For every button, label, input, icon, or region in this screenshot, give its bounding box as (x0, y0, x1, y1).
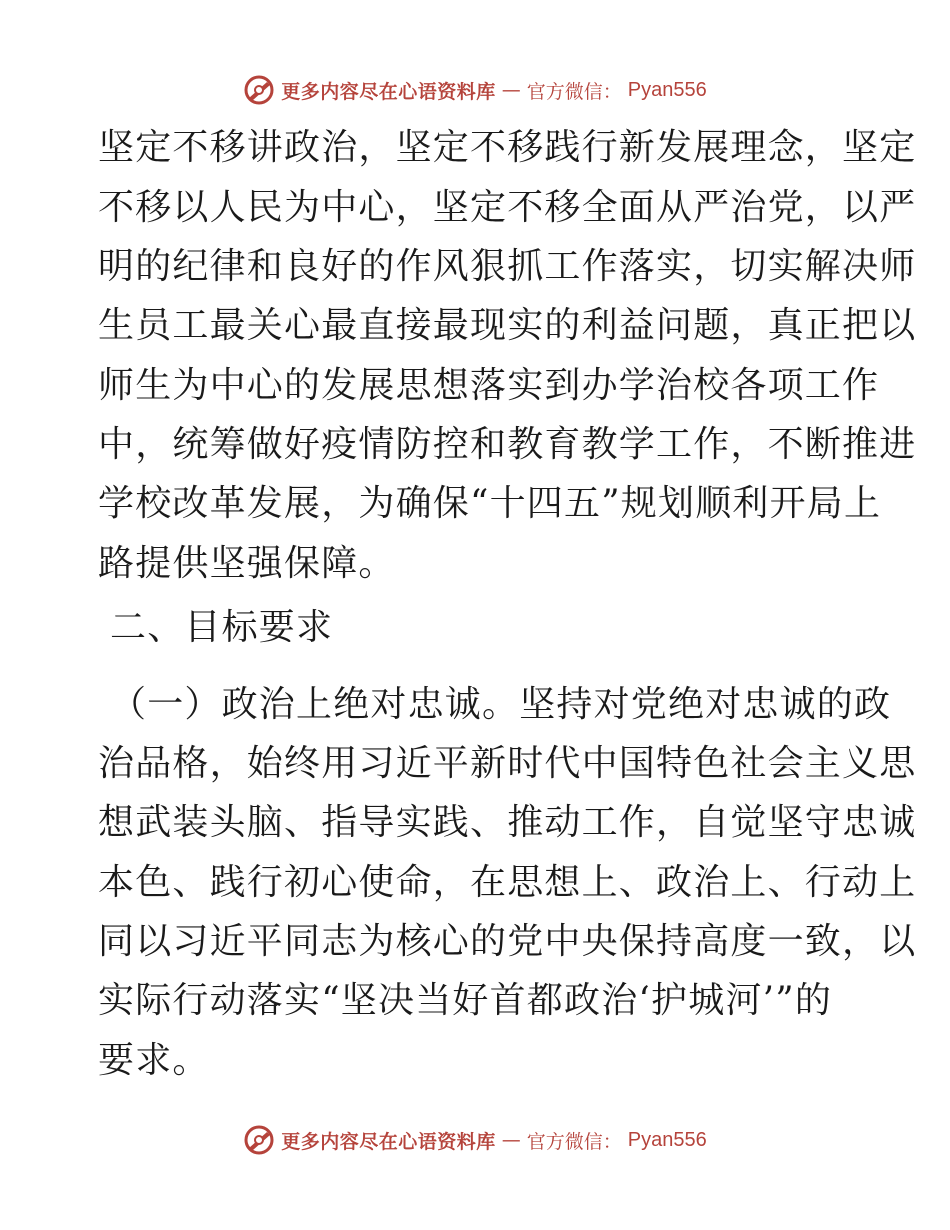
watermark-separator: — (501, 1129, 521, 1151)
watermark-text: 更多内容尽在心语资料库 (281, 80, 496, 103)
watermark-id: Pyan556 (627, 78, 707, 101)
watermark-text: 更多内容尽在心语资料库 (281, 1130, 496, 1153)
paragraph-line: 路提供坚强保障。 (98, 543, 396, 584)
watermark-id: Pyan556 (627, 1128, 707, 1151)
paragraph-line: 师生为中心的发展思想落实到办学治校各项工作 (98, 365, 880, 406)
paragraph-line: 不移以人民为中心，坚定不移全面从严治党，以严 (98, 187, 917, 228)
paragraph-line: （一）政治上绝对忠诚。坚持对党绝对忠诚的政 (110, 684, 892, 725)
watermark-header (0, 70, 950, 110)
watermark-footer (0, 1120, 950, 1160)
watermark-label: 官方微信： (526, 1130, 622, 1153)
logo-icon (243, 74, 275, 106)
watermark-label: 官方微信： (526, 80, 622, 103)
paragraph-line: 本色、践行初心使命，在思想上、政治上、行动上 (98, 862, 917, 903)
section-heading: 二、目标要求 (110, 607, 334, 648)
paragraph-line: 学校改革发展，为确保“十四五”规划顺利开局上 (98, 483, 882, 524)
paragraph-line: 想武装头脑、指导实践、推动工作，自觉坚守忠诚 (98, 802, 917, 843)
paragraph-line: 生员工最关心最直接最现实的利益问题，真正把以 (98, 305, 917, 346)
paragraph-line: 坚定不移讲政治，坚定不移践行新发展理念，坚定 (98, 127, 917, 168)
paragraph-line: 同以习近平同志为核心的党中央保持高度一致，以 (98, 921, 917, 962)
logo-icon (243, 1124, 275, 1156)
paragraph-line: 明的纪律和良好的作风狠抓工作落实，切实解决师 (98, 246, 917, 287)
paragraph-line: 实际行动落实“坚决当好首都政治‘护城河’”的 (98, 980, 833, 1021)
paragraph-line: 治品格，始终用习近平新时代中国特色社会主义思 (98, 743, 917, 784)
paragraph-line: 中，统筹做好疫情防控和教育教学工作，不断推进 (98, 424, 917, 465)
paragraph-line: 要求。 (98, 1040, 210, 1081)
watermark-separator: — (501, 79, 521, 101)
